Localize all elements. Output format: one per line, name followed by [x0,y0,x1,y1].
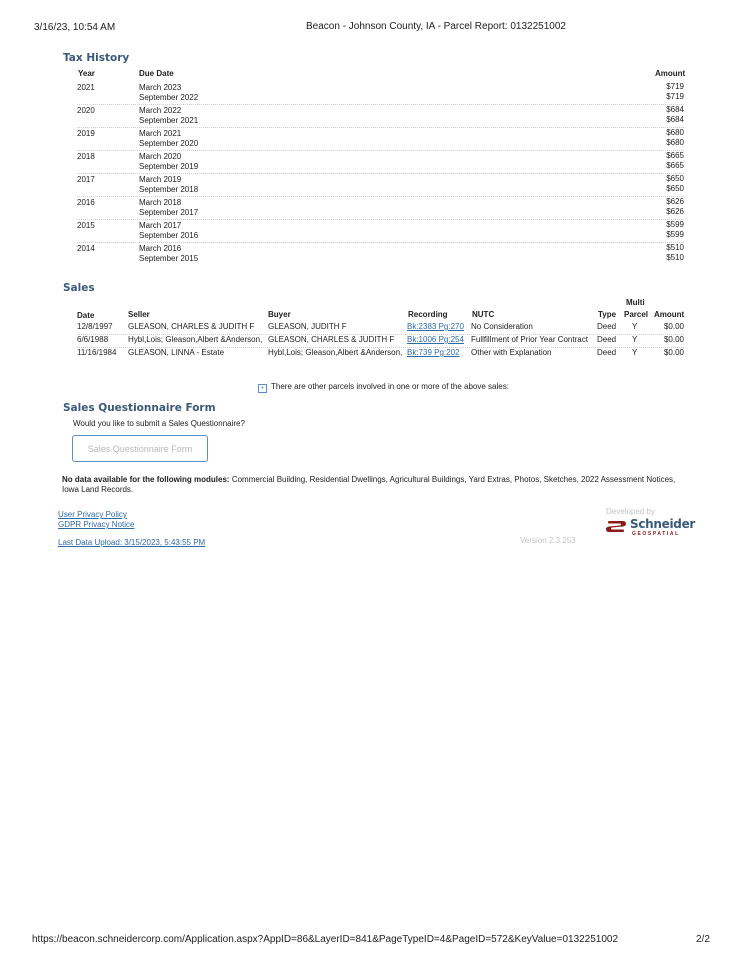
tax-amounts: $599 $599 [666,220,684,239]
sale-date: 6/6/1988 [77,335,109,344]
sale-seller: Hybl,Lois; Gleason,Albert &Anderson, [128,335,263,344]
sale-multi-parcel: Y [632,335,638,344]
page-number: 2/2 [696,934,710,945]
tax-amounts: $719 $719 [666,82,684,101]
no-data-notice [62,475,682,495]
tax-row [77,174,684,197]
sale-recording-link[interactable]: Bk:2383 Pg:270 [407,322,464,331]
footer-url: https://beacon.schneidercorp.com/Application.aspx?AppID=86&LayerID=841&PageTypeID=4&PageID=572&KeyValue=0132251002 [32,934,619,945]
tax-col-year: Year [78,69,95,78]
developed-by-text: Developed by [606,507,655,516]
tax-row [77,220,684,243]
geospatial-wordmark: GEOSPATIAL [632,531,680,537]
sales-title: Sales [63,282,95,294]
tax-row [77,105,684,128]
tax-row [77,128,684,151]
sale-nutc: Other with Explanation [471,348,552,357]
tax-year: 2018 [77,152,95,161]
tax-amounts: $680 $680 [666,128,684,147]
version-text: Version 2.3.253 [520,536,576,545]
tax-year: 2021 [77,83,95,92]
sale-multi-parcel: Y [632,348,638,357]
no-data-modules: Commercial Building, Residential Dwellings, Agricultural Buildings, Yard Extras, Photos, Sketches, 2022 Assessment Notices, Iowa Land Records. [62,475,676,494]
sales-col-parcel: Parcel [624,310,649,319]
sale-date: 11/16/1984 [77,348,117,357]
tax-year: 2019 [77,129,95,138]
sale-amount: $0.00 [663,348,684,357]
sales-row [77,347,684,360]
sale-recording-link[interactable]: Bk:1006 Pg:254 [407,335,464,344]
page-title: Beacon - Johnson County, IA - Parcel Report: 0132251002 [306,21,566,32]
questionnaire-title: Sales Questionnaire Form [63,402,216,414]
sale-seller: GLEASON, LINNA - Estate [128,348,225,357]
tax-year: 2016 [77,198,95,207]
sales-col-buyer: Buyer [268,310,291,319]
tax-amounts: $650 $650 [666,174,684,193]
tax-amounts: $665 $665 [666,151,684,170]
gdpr-privacy-notice-link[interactable]: GDPR Privacy Notice [58,520,135,529]
tax-due-dates: March 2016 September 2015 [139,244,199,263]
sale-buyer: GLEASON, JUDITH F [268,322,347,331]
sale-type: Deed [597,348,617,357]
tax-amounts: $684 $684 [666,105,684,124]
sale-nutc: No Consideration [471,322,533,331]
sale-type: Deed [597,335,617,344]
tax-row [77,243,684,265]
tax-due-dates: March 2020 September 2019 [139,152,199,171]
tax-due-dates: March 2022 September 2021 [139,106,199,125]
questionnaire-prompt: Would you like to submit a Sales Questionnaire? [73,419,245,428]
tax-row [77,197,684,220]
sale-multi-parcel: Y [632,322,638,331]
tax-col-amount: Amount [655,69,686,78]
print-datetime: 3/16/23, 10:54 AM [34,22,116,33]
sale-seller: GLEASON, CHARLES & JUDITH F [128,322,255,331]
sale-recording-link[interactable]: Bk:739 Pg:202 [407,348,460,357]
schneider-logo-icon [605,519,627,534]
tax-due-dates: March 2019 September 2018 [139,175,199,194]
tax-col-due-date: Due Date [139,69,174,78]
tax-year: 2015 [77,221,95,230]
sales-col-seller: Seller [128,310,150,319]
tax-year: 2014 [77,244,95,253]
schneider-wordmark: Schneider [630,517,696,531]
sales-col-multi: Multi [626,298,645,307]
sales-col-nutc: NUTC [472,310,495,319]
sale-nutc: Fullfillment of Prior Year Contract [471,335,588,344]
tax-year: 2020 [77,106,95,115]
sales-col-type: Type [598,310,617,319]
sale-date: 12/8/1997 [77,322,113,331]
expand-plus-icon[interactable]: + [258,384,267,393]
user-privacy-policy-link[interactable]: User Privacy Policy [58,510,127,519]
sale-type: Deed [597,322,617,331]
sale-buyer: Hybl,Lois; Gleason,Albert &Anderson, [268,348,403,357]
other-parcels-note: There are other parcels involved in one or more of the above sales: [271,382,509,391]
tax-year: 2017 [77,175,95,184]
sales-questionnaire-button[interactable]: Sales Questionnaire Form [72,435,208,462]
tax-due-dates: March 2017 September 2016 [139,221,199,240]
tax-amounts: $510 $510 [666,243,684,262]
tax-due-dates: March 2023 September 2022 [139,83,199,102]
last-data-upload-link[interactable]: Last Data Upload: 3/15/2023, 5:43:55 PM [58,538,206,547]
sales-row [77,334,684,348]
no-data-label: No data available for the following modules: [62,475,230,484]
tax-history-title: Tax History [63,52,130,64]
sales-row [77,321,684,335]
sale-amount: $0.00 [663,322,684,331]
sale-buyer: GLEASON, CHARLES & JUDITH F [268,335,395,344]
sale-amount: $0.00 [663,335,684,344]
tax-row [77,151,684,174]
tax-amounts: $626 $626 [666,197,684,216]
sales-col-amount: Amount [654,310,685,319]
tax-due-dates: March 2021 September 2020 [139,129,199,148]
tax-due-dates: March 2018 September 2017 [139,198,199,217]
tax-row [77,82,684,105]
sales-col-recording: Recording [408,310,448,319]
sales-col-date: Date [77,311,95,320]
